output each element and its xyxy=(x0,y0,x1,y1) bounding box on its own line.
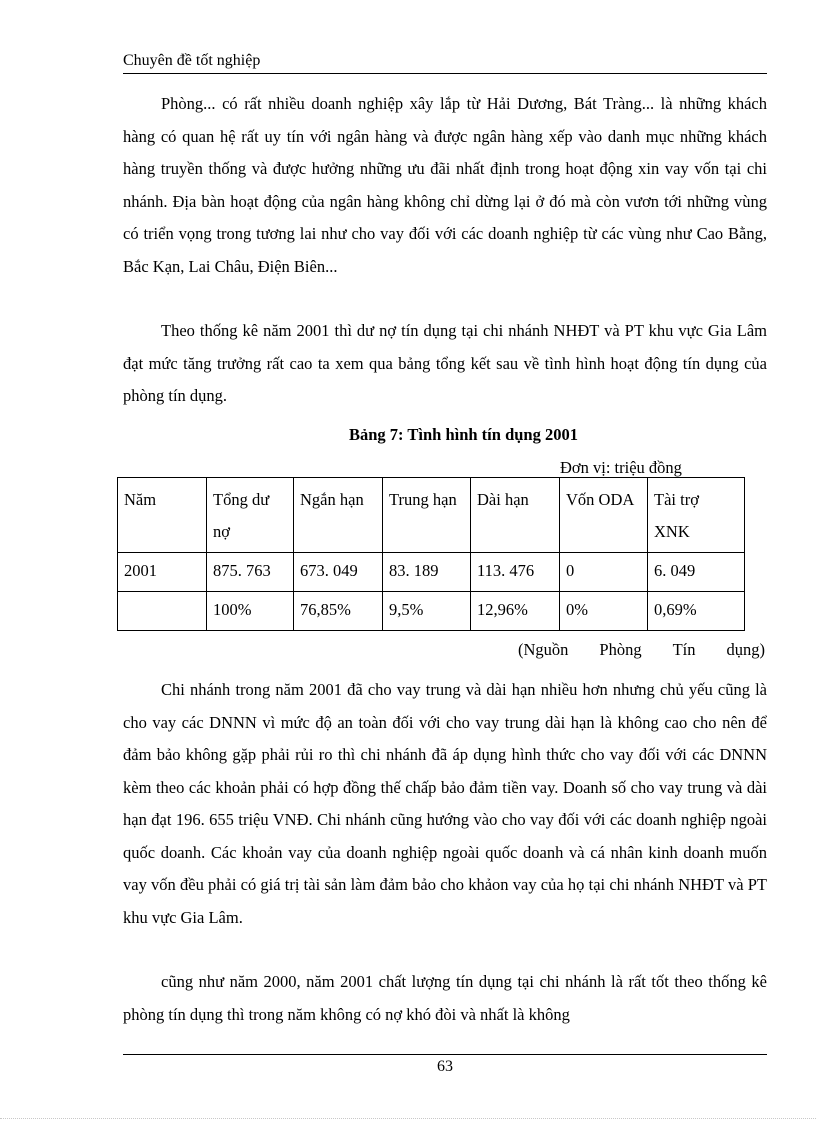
table-cell: 6. 049 xyxy=(648,553,745,592)
table-unit: Đơn vị: triệu đồng xyxy=(560,458,682,477)
source-word: Tín xyxy=(672,640,696,659)
table-source xyxy=(518,639,765,661)
paragraph-2: Theo thống kê năm 2001 thì dư nợ tín dụng tại chi nhánh NHĐT và PT khu vực Gia Lâm đạt mức tăng trưởng rất cao ta xem qua bảng tổng kết sau về tình hình hoạt động tín dụng của phòng tín dụng. xyxy=(123,321,767,405)
paragraph-3: Chi nhánh trong năm 2001 đã cho vay trung và dài hạn nhiều hơn nhưng chủ yếu cũng là cho vay các DNNN vì mức độ an toàn đối với cho vay trung dài hạn là không cao cho nên để đảm bảo không gặp phải rủi ro thì chi nhánh đã áp dụng hình thức cho vay đối với các DNNN kèm theo các khoản phải có hợp đồng thế chấp bảo đảm tiền vay. Doanh số cho vay trung và dài hạn đạt 196. 655 triệu VNĐ. Chi nhánh cũng hướng vào cho vay đối với các doanh nghiệp ngoài quốc doanh. Các khoản vay của doanh nghiệp ngoài quốc doanh và cá nhân kinh doanh muốn vay vốn đều phải có giá trị tài sản làm đảm bảo cho khảon vay của họ tại chi nhánh NHĐT và PT khu vực Gia Lâm. xyxy=(123,680,767,927)
table-row xyxy=(118,592,745,631)
header-cell: Trung hạn xyxy=(383,478,471,553)
source-word: Phòng xyxy=(599,640,642,659)
header-cell: Ngắn hạn xyxy=(294,478,383,553)
source-word: (Nguồn xyxy=(518,640,569,659)
header-cell: Năm xyxy=(118,478,207,553)
header-cell: Dài hạn xyxy=(471,478,560,553)
table-cell: 875. 763 xyxy=(207,553,294,592)
table-title: Bảng 7: Tình hình tín dụng 2001 xyxy=(349,425,578,444)
header-title: Chuyên đề tốt nghiệp xyxy=(123,52,261,69)
paragraph-1: Phòng... có rất nhiều doanh nghiệp xây lắp từ Hải Dương, Bát Tràng... là những khách hàng có quan hệ rất uy tín với ngân hàng và được ngân hàng xếp vào danh mục những khách hàng truyền thống và được hưởng những ưu đãi nhất định trong hoạt động xin vay vốn tại chi nhánh. Địa bàn hoạt động của ngân hàng không chỉ dừng lại ở đó mà còn vươn tới những vùng có triển vọng trong tương lai như cho vay đối với các doanh nghiệp từ các vùng như Cao Bằng, Bắc Kạn, Lai Châu, Điện Biên... xyxy=(123,94,767,276)
table-cell: 0,69% xyxy=(648,592,745,631)
table-cell: 12,96% xyxy=(471,592,560,631)
table-header-row xyxy=(118,478,745,553)
footer-divider xyxy=(123,1054,767,1055)
page-bottom-edge xyxy=(0,1118,816,1119)
table-cell xyxy=(118,592,207,631)
table-cell: 673. 049 xyxy=(294,553,383,592)
header-cell: Vốn ODA xyxy=(560,478,648,553)
table-cell: 113. 476 xyxy=(471,553,560,592)
header-cell: Tổng dư nợ xyxy=(207,478,294,553)
table-cell: 100% xyxy=(207,592,294,631)
header-cell: Tài trợ XNK xyxy=(648,478,745,553)
source-word: dụng) xyxy=(726,640,765,659)
table-cell: 76,85% xyxy=(294,592,383,631)
table-cell: 2001 xyxy=(118,553,207,592)
credit-table xyxy=(117,477,745,631)
table-cell: 0% xyxy=(560,592,648,631)
table-row xyxy=(118,553,745,592)
paragraph-4: cũng như năm 2000, năm 2001 chất lượng tín dụng tại chi nhánh là rất tốt theo thống kê phòng tín dụng thì trong năm không có nợ khó đòi và nhất là không xyxy=(123,972,767,1024)
table-cell: 83. 189 xyxy=(383,553,471,592)
page-number: 63 xyxy=(437,1058,453,1075)
table-cell: 0 xyxy=(560,553,648,592)
page-header xyxy=(123,50,767,74)
table-cell: 9,5% xyxy=(383,592,471,631)
